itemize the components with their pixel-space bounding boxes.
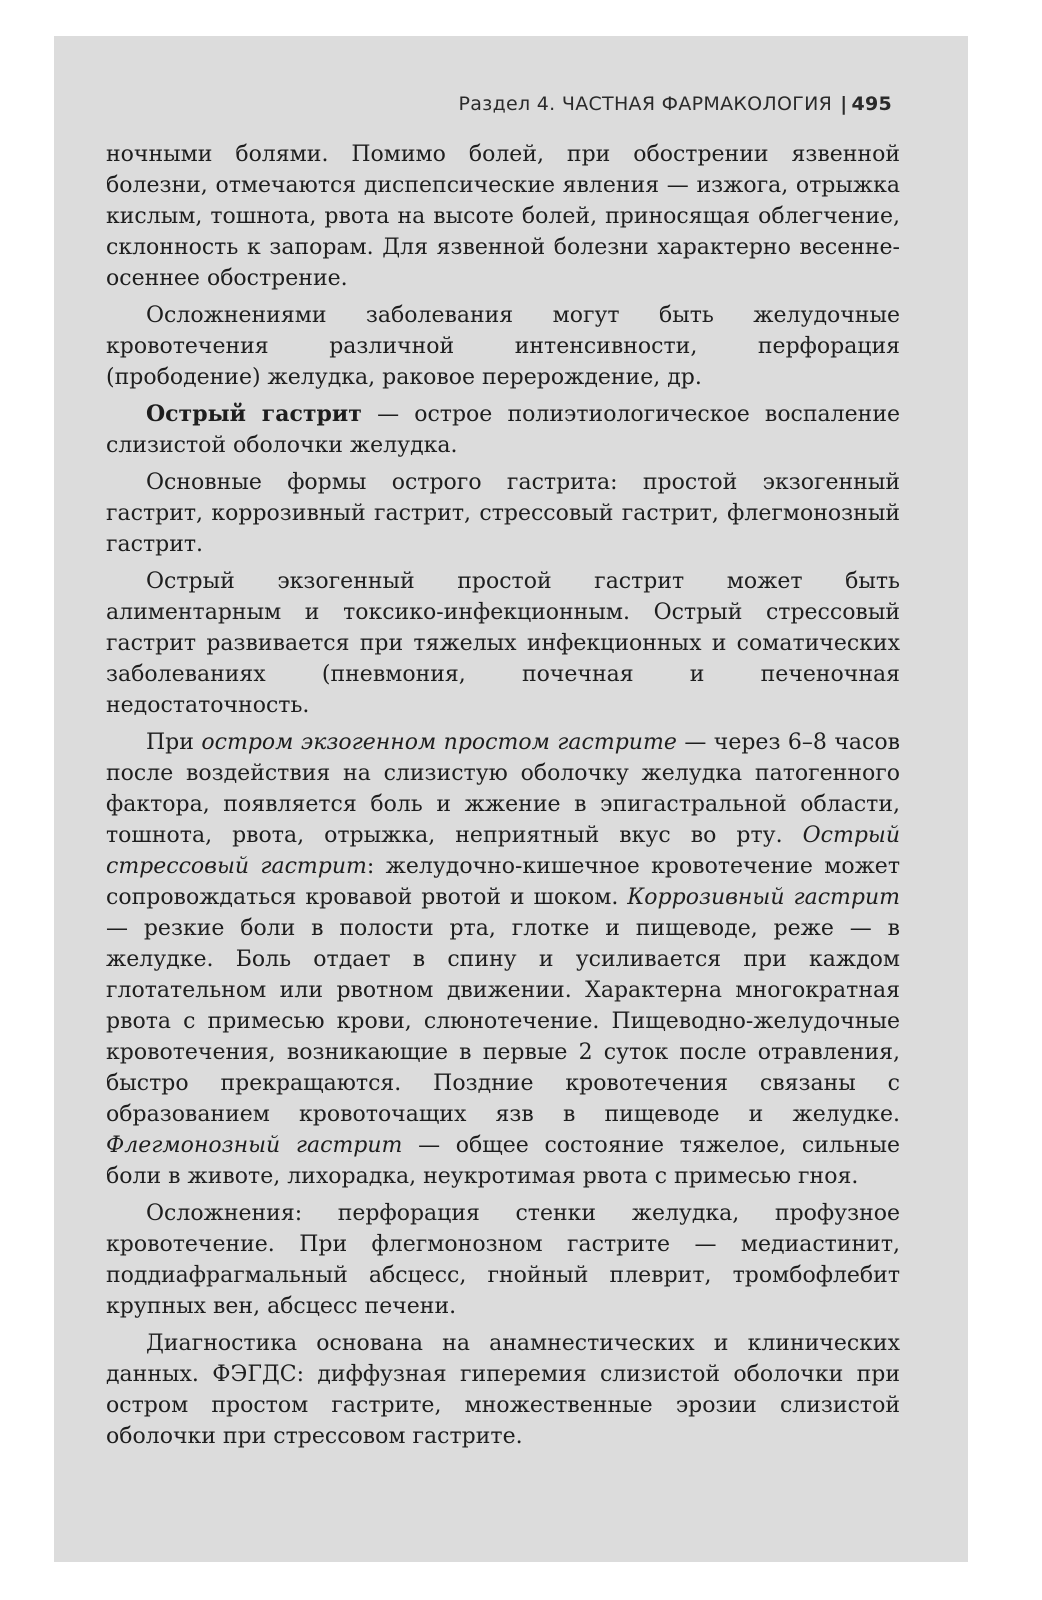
- text-run: : желудочно-кишечное кровотечение может сопровождаться кровавой рвотой и шоком.: [106, 854, 900, 910]
- text-run: Острый экзогенный простой гастрит может быть алиментарным и токсико-инфекционным. Острый стрессовый гастрит развивается при тяжелых инфекционных и соматических заболеваниях (пневмония, почечная и печеночная недостаточность.: [106, 569, 900, 718]
- section-title: Раздел 4. ЧАСТНАЯ ФАРМАКОЛОГИЯ: [458, 93, 833, 115]
- paragraph-exogenous-gastritis: [106, 566, 900, 721]
- term-acute-gastritis: Острый гастрит: [146, 401, 362, 427]
- text-run: Основные формы острого гастрита: простой экзогенный гастрит, коррозивный гастрит, стрессовый гастрит, флегмонозный гастрит.: [106, 470, 900, 557]
- book-page: [54, 36, 968, 1562]
- paragraph-complications-ulcer: [106, 300, 900, 393]
- text-run: — острое полиэтиологическое воспаление слизистой оболочки желудка.: [106, 402, 901, 458]
- paragraph-clinical-picture: [106, 727, 900, 1192]
- paragraph-gastritis-forms: [106, 467, 900, 560]
- text-run: При: [146, 730, 202, 755]
- scan-margin: [0, 0, 54, 1600]
- term-stress-gastritis: Острый стрессовый гастрит: [106, 823, 900, 879]
- page-number: 495: [851, 93, 892, 115]
- text-run: Диагностика основана на анамнестических и клинических данных. ФЭГДС: диффузная гиперемия слизистой оболочки при остром простом гастрите, множественные эрозии слизистой оболочки при стрессовом гастрите.: [106, 1331, 900, 1449]
- paragraph-acute-gastritis-definition: [106, 399, 900, 461]
- paragraph-ulcer-symptoms: [106, 139, 900, 294]
- paragraph-complications-gastritis: [106, 1198, 900, 1322]
- term-phlegmonous-gastritis: Флегмонозный гастрит: [106, 1133, 403, 1158]
- paragraph-diagnostics: [106, 1328, 900, 1452]
- running-header: [54, 93, 892, 115]
- text-run: — общее состояние тяжелое, сильные боли в животе, лихорадка, неукротимая рвота с примесью гноя.: [106, 1133, 900, 1189]
- page-body: [106, 139, 900, 1458]
- term-corrosive-gastritis: Коррозивный гастрит: [627, 885, 900, 910]
- term-simple-exogenous: остром экзогенном простом гастрите: [201, 730, 677, 755]
- header-separator: |: [840, 93, 848, 115]
- text-run: ночными болями. Помимо болей, при обострении язвенной болезни, отмечаются диспепсические явления — изжога, отрыжка кислым, тошнота, рвота на высоте болей, приносящая облегчение, склонность к запорам. Для язвенной болезни характерно весенне-осеннее обострение.: [106, 142, 900, 291]
- text-run: — резкие боли в полости рта, глотке и пищеводе, реже — в желудке. Боль отдает в спину и усиливается при каждом глотательном или рвотном движении. Характерна многократная рвота с примесью крови, слюнотечение. Пищеводно-желудочные кровотечения, возникающие в первые 2 суток после отравления, быстро прекращаются. Поздние кровотечения связаны с образованием кровоточащих язв в пищеводе и желудке.: [106, 916, 900, 1127]
- text-run: Осложнения: перфорация стенки желудка, профузное кровотечение. При флегмонозном гастрите — медиастинит, поддиафрагмальный абсцесс, гнойный плеврит, тромбофлебит крупных вен, абсцесс печени.: [106, 1201, 900, 1319]
- text-run: Осложнениями заболевания могут быть желудочные кровотечения различной интенсивности, перфорация (прободение) желудка, раковое перерождение, др.: [106, 303, 900, 390]
- text-run: — через 6–8 часов после воздействия на слизистую оболочку желудка патогенного фактора, появляется боль и жжение в эпигастральной области, тошнота, рвота, отрыжка, неприятный вкус во рту.: [106, 730, 900, 848]
